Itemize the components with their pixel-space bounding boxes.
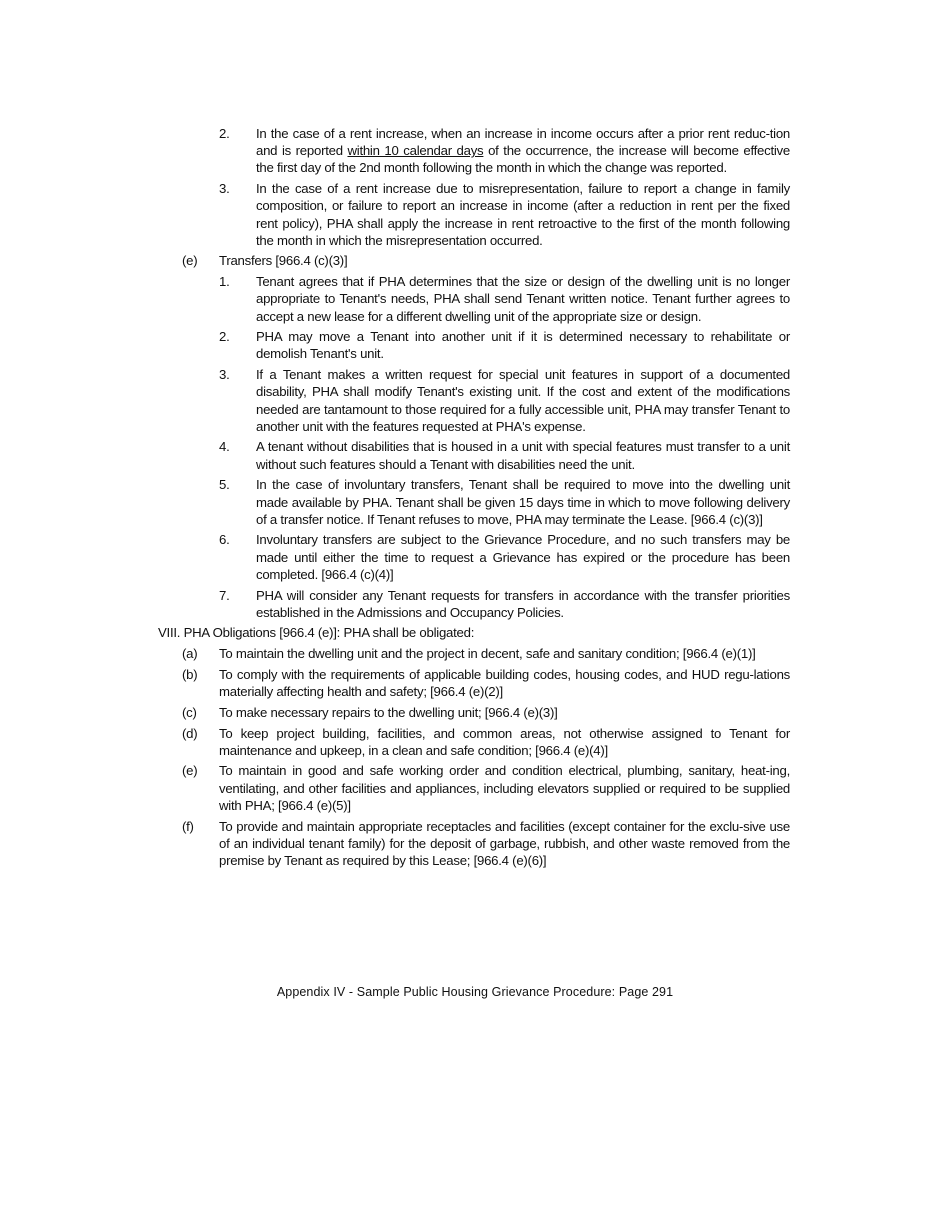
item-marker: (c) <box>182 704 197 720</box>
item-marker: (f) <box>182 818 194 834</box>
item-text: If a Tenant makes a written request for special unit features in support of a documented disability, PHA shall modify Tenant's existing unit. If the cost and extent of the modifications needed are tantamount to those required for a fully accessible unit, PHA may transfer Tenant to another unit with the features requested at PHA's expense. <box>256 367 790 434</box>
section-viii-heading: VIII. PHA Obligations [966.4 (e)]: PHA shall be obligated: <box>158 625 475 641</box>
item-text: In the case of involuntary transfers, Tenant shall be required to move into the dwelling unit made available by PHA. Tenant shall be given 15 days time in which to move following delivery of a transfer notice. If Tenant refuses to move, PHA may terminate the Lease. [966.4 (c)(3)] <box>256 477 790 527</box>
item-marker: (d) <box>182 725 198 741</box>
item-marker: 1. <box>219 274 230 290</box>
obligation-item-f <box>182 818 790 870</box>
item-text: To comply with the requirements of applicable building codes, housing codes, and HUD regu-lations materially affecting health and safety; [966.4 (e)(2)] <box>219 666 790 700</box>
item-text-part: of the occurrence, the increase will become effective the first day of the 2nd month following the month in which the change was reported. <box>256 143 790 176</box>
obligation-item-a <box>182 645 790 662</box>
transfer-item-2 <box>219 328 790 362</box>
item-marker: (b) <box>182 666 198 682</box>
transfer-item-7 <box>219 587 790 621</box>
transfer-item-3 <box>219 366 790 435</box>
item-text: PHA will consider any Tenant requests for transfers in accordance with the transfer priorities established in the Admissions and Occupancy Policies. <box>256 587 790 620</box>
item-marker: 3. <box>219 181 230 197</box>
obligation-item-b <box>182 666 790 700</box>
item-text: PHA may move a Tenant into another unit if it is determined necessary to rehabilitate or demolish Tenant's unit. <box>256 329 790 362</box>
transfer-item-6 <box>219 531 790 583</box>
transfers-heading <box>182 252 790 269</box>
transfer-item-5 <box>219 476 790 528</box>
item-marker: 2. <box>219 329 230 345</box>
item-text: To make necessary repairs to the dwelling unit; [966.4 (e)(3)] <box>219 704 558 720</box>
obligation-item-d <box>182 725 790 759</box>
item-text: To provide and maintain appropriate receptacles and facilities (except container for the exclu-sive use of an individual tenant family) for the deposit of garbage, rubbish, and other waste removed from the premise by Tenant as required by this Lease; [966.4 (e)(6)] <box>219 818 790 868</box>
item-text <box>256 125 790 177</box>
transfer-item-4 <box>219 438 790 472</box>
item-marker: 5. <box>219 477 230 493</box>
rent-item-2 <box>219 125 790 177</box>
item-text: In the case of a rent increase due to misrepresentation, failure to report a change in family composition, or failure to report an increase in income (after a reduction in rent per the fixed rent policy), PHA shall apply the increase in rent retroactive to the first of the month following the month in which the misrepresentation occurred. <box>256 181 790 248</box>
item-text: To maintain the dwelling unit and the project in decent, safe and sanitary condition; [966.4 (e)(1)] <box>219 646 756 662</box>
item-marker: 7. <box>219 587 230 603</box>
section-marker: (e) <box>182 253 198 269</box>
page-footer: Appendix IV - Sample Public Housing Grievance Procedure: Page 291 <box>276 985 674 999</box>
item-marker: (a) <box>182 646 198 662</box>
obligation-item-c <box>182 704 790 721</box>
item-marker: (e) <box>182 763 198 779</box>
item-text: To maintain in good and safe working order and condition electrical, plumbing, sanitary, heat-ing, ventilating, and other facilities and appliances, including elevators supplied or required to be supplied with PHA; [966.4 (e)(5)] <box>219 763 790 813</box>
item-text: Tenant agrees that if PHA determines that the size or design of the dwelling unit is no longer appropriate to Tenant's needs, PHA shall send Tenant written notice. Tenant further agrees to accept a new lease for a different dwelling unit of the appropriate size or design. <box>256 274 790 324</box>
obligation-item-e <box>182 762 790 814</box>
item-marker: 3. <box>219 367 230 383</box>
page-content <box>158 125 790 873</box>
transfer-item-1 <box>219 273 790 325</box>
item-marker: 6. <box>219 532 230 548</box>
item-marker: 2. <box>219 126 230 141</box>
item-marker: 4. <box>219 439 230 455</box>
section-title: Transfers [966.4 (c)(3)] <box>219 253 348 269</box>
item-text: A tenant without disabilities that is housed in a unit with special features must transfer to a unit without such features should a Tenant with disabilities need the unit. <box>256 439 790 472</box>
item-text: To keep project building, facilities, and common areas, not otherwise assigned to Tenant for maintenance and upkeep, in a clean and safe condition; [966.4 (e)(4)] <box>219 725 790 758</box>
underlined-deadline: within 10 calendar days <box>347 143 484 159</box>
item-text-part: In the case of a rent increase, when an increase in income occurs after a prior rent reduc-tion and is reported <box>256 126 790 159</box>
item-text: Involuntary transfers are subject to the Grievance Procedure, and no such transfers may be made until either the time to request a Grievance has expired or the procedure has been completed. [966.4 (c)(4)] <box>256 532 790 582</box>
rent-item-3 <box>219 180 790 249</box>
